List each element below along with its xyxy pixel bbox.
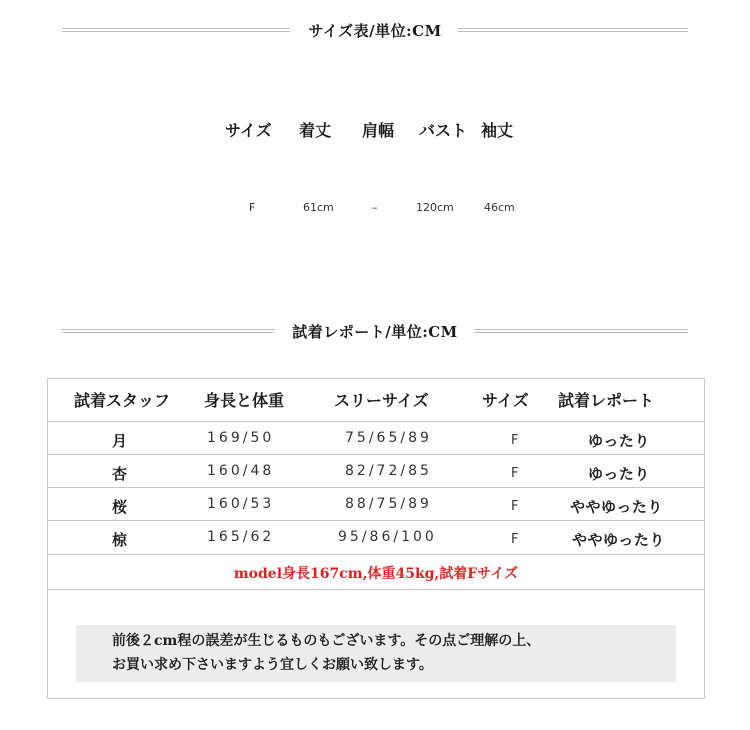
model-note: model身長167cm,体重45kg,試着Fサイズ <box>233 566 519 582</box>
fit-report: ゆったり <box>588 432 650 450</box>
table-row <box>48 422 704 455</box>
staff-name: 桜 <box>112 498 128 516</box>
fit-report: ゆったり <box>588 465 650 483</box>
fit-report-header <box>62 320 688 344</box>
header-size: サイズ <box>482 391 529 410</box>
notice-box <box>76 625 676 682</box>
header-size: サイズ <box>225 121 272 140</box>
header-sleeve: 袖丈 <box>481 121 514 140</box>
divider-right <box>474 329 688 333</box>
table-row <box>48 488 704 521</box>
height-weight: 165/62 <box>207 529 275 545</box>
three-sizes: 88/75/89 <box>345 496 432 512</box>
divider-right <box>458 28 688 32</box>
notice-line: お買い求め下さいますよう宜しくお願い致します。 <box>112 657 433 673</box>
height-weight: 169/50 <box>207 430 275 446</box>
size-table-title: サイズ表/単位:CM <box>308 22 442 40</box>
three-sizes: 95/86/100 <box>338 529 437 545</box>
cell-length: 61cm <box>303 201 334 214</box>
fit-report-table <box>47 378 705 699</box>
cell-shoulder: – <box>372 201 378 214</box>
cell-sleeve: 46cm <box>484 201 515 214</box>
staff-name: 椋 <box>112 531 128 549</box>
size-table-header <box>62 19 688 43</box>
table-row <box>48 455 704 488</box>
height-weight: 160/53 <box>207 496 275 512</box>
header-length: 着丈 <box>299 121 332 140</box>
header-report: 試着レポート <box>558 391 655 410</box>
header-shoulder: 肩幅 <box>362 121 395 140</box>
height-weight: 160/48 <box>207 463 275 479</box>
header-three-sizes: スリーサイズ <box>334 391 429 410</box>
size: F <box>511 433 519 448</box>
header-bust: バスト <box>419 121 468 140</box>
notice-line: 前後２cm程の誤差が生じるものもございます。その点ご理解の上、 <box>112 633 541 649</box>
staff-name: 杏 <box>112 465 128 483</box>
table-row <box>48 521 704 555</box>
fit-report: ややゆったり <box>570 498 663 516</box>
size: F <box>511 532 519 547</box>
fit-report: ややゆったり <box>572 531 665 549</box>
three-sizes: 82/72/85 <box>345 463 432 479</box>
header-staff: 試着スタッフ <box>74 391 171 410</box>
fit-header-row <box>48 379 704 422</box>
header-height-weight: 身長と体重 <box>204 391 285 410</box>
size: F <box>511 466 519 481</box>
staff-name: 月 <box>112 432 128 450</box>
size: F <box>511 499 519 514</box>
cell-size: F <box>249 201 256 214</box>
cell-bust: 120cm <box>416 201 454 214</box>
three-sizes: 75/65/89 <box>345 430 432 446</box>
fit-report-title: 試着レポート/単位:CM <box>292 323 458 341</box>
